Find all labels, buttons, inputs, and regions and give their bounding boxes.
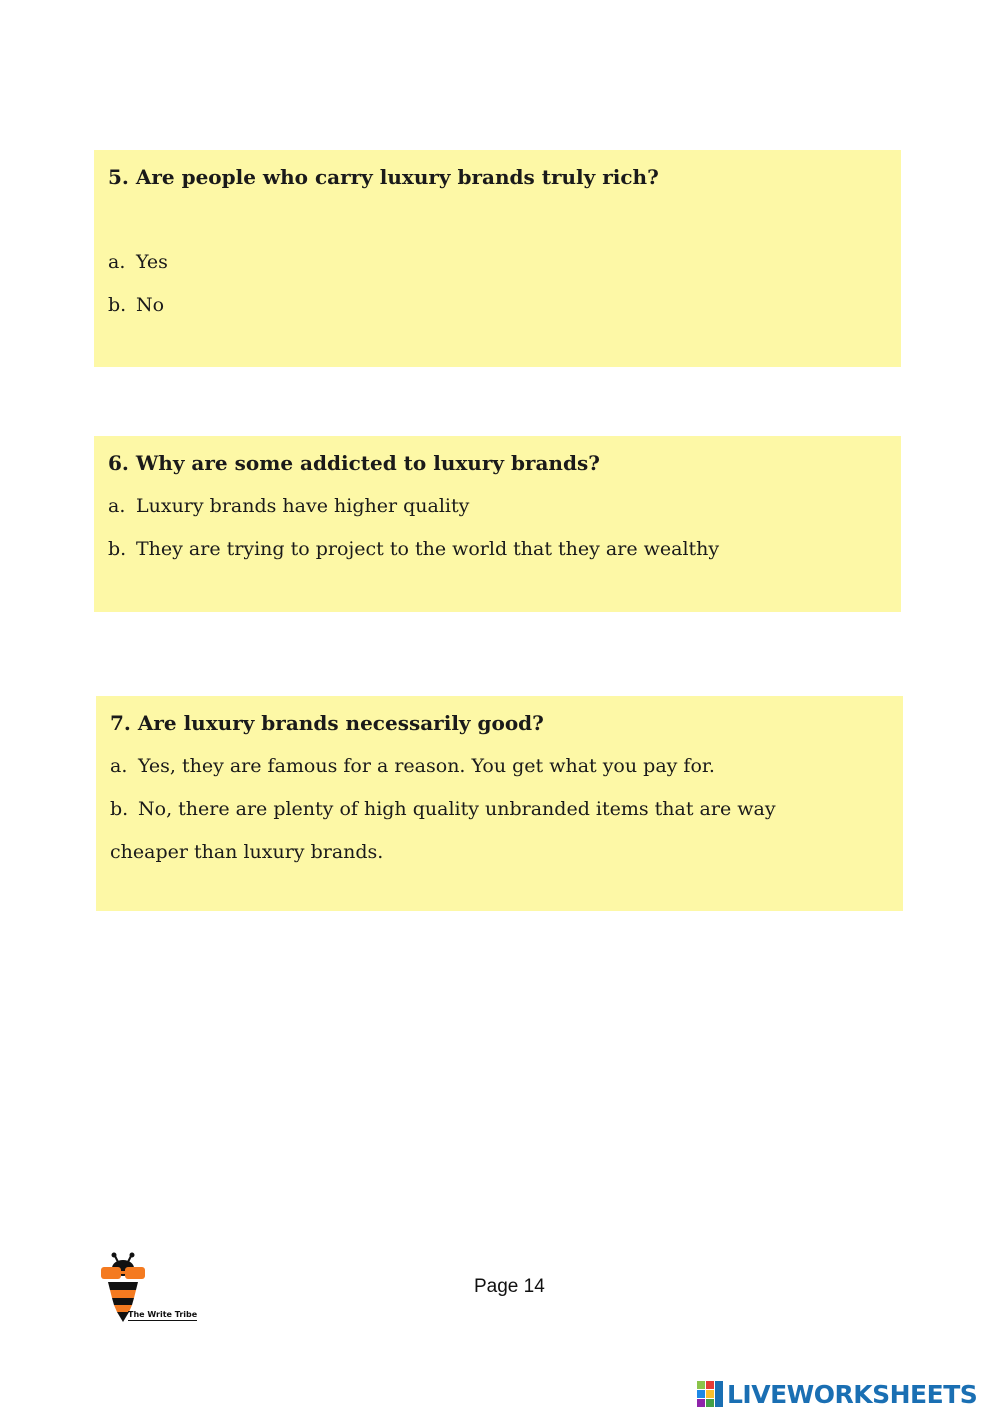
option-label: b. bbox=[110, 798, 129, 820]
option-text: No bbox=[136, 294, 165, 316]
question-7-option-b-continuation: cheaper than luxury brands. bbox=[110, 841, 384, 863]
option-text: Luxury brands have higher quality bbox=[136, 495, 470, 517]
question-5-box bbox=[94, 150, 901, 367]
question-7-title: 7. Are luxury brands necessarily good? bbox=[110, 711, 544, 735]
option-text: Yes, they are famous for a reason. You get what you pay for. bbox=[138, 755, 715, 777]
question-7-box bbox=[96, 696, 903, 911]
question-5-title: 5. Are people who carry luxury brands truly rich? bbox=[108, 165, 659, 189]
logo-text: The Write Tribe bbox=[128, 1310, 198, 1319]
question-6-box bbox=[94, 436, 901, 612]
page-number: Page 14 bbox=[474, 1276, 545, 1297]
option-text: Yes bbox=[136, 251, 168, 273]
question-7-option-a[interactable] bbox=[110, 751, 889, 781]
question-6-option-a[interactable] bbox=[108, 491, 887, 521]
question-7-option-b[interactable] bbox=[110, 794, 889, 824]
option-label: a. bbox=[108, 495, 126, 517]
liveworksheets-wordmark: LIVEWORKSHEETS bbox=[727, 1379, 978, 1409]
write-tribe-logo bbox=[98, 1252, 208, 1327]
option-label: a. bbox=[108, 251, 126, 273]
option-label: b. bbox=[108, 294, 127, 316]
liveworksheets-brand[interactable] bbox=[697, 1378, 977, 1410]
question-6-title: 6. Why are some addicted to luxury brands? bbox=[108, 451, 600, 475]
question-5-option-b[interactable] bbox=[108, 290, 887, 320]
question-6-option-b[interactable] bbox=[108, 534, 887, 564]
option-label: a. bbox=[110, 755, 128, 777]
option-label: b. bbox=[108, 538, 127, 560]
liveworksheets-icon bbox=[697, 1381, 723, 1407]
option-text: No, there are plenty of high quality unbranded items that are way bbox=[138, 798, 776, 820]
option-text: They are trying to project to the world that they are wealthy bbox=[136, 538, 720, 560]
question-5-option-a[interactable] bbox=[108, 247, 887, 277]
